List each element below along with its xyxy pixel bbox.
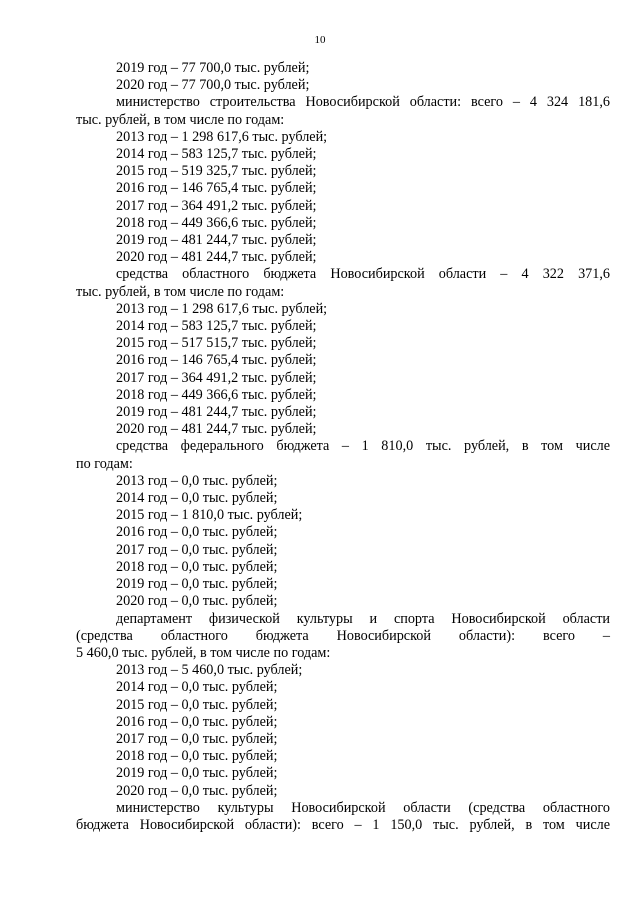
text-line: 2019 год – 481 244,7 тыс. рублей; <box>116 404 317 421</box>
text-line: 2019 год – 481 244,7 тыс. рублей; <box>116 232 317 249</box>
text-line: 2015 год – 519 325,7 тыс. рублей; <box>116 163 317 180</box>
text-line: бюджета Новосибирской области): всего – 1 150,0 тыс. рублей, в том числе <box>76 816 610 833</box>
text-line: 2017 год – 0,0 тыс. рублей; <box>116 730 278 747</box>
text-line: 2014 год – 0,0 тыс. рублей; <box>116 490 278 507</box>
text-line: 2013 год – 5 460,0 тыс. рублей; <box>116 662 303 679</box>
text-line: средства федерального бюджета – 1 810,0 тыс. рублей, в том числе <box>116 438 610 455</box>
text-line: 2017 год – 364 491,2 тыс. рублей; <box>116 197 317 214</box>
text-line: 2016 год – 0,0 тыс. рублей; <box>116 524 278 541</box>
text-line: 2019 год – 0,0 тыс. рублей; <box>116 765 278 782</box>
text-line: 2014 год – 583 125,7 тыс. рублей; <box>116 318 317 335</box>
document-body <box>76 60 610 834</box>
text-line: 2019 год – 0,0 тыс. рублей; <box>116 576 278 593</box>
text-line: 2018 год – 449 366,6 тыс. рублей; <box>116 386 317 403</box>
text-line: министерство культуры Новосибирской области (средства областного <box>116 799 610 816</box>
text-line: министерство строительства Новосибирской области: всего – 4 324 181,6 <box>116 94 610 111</box>
text-line: 2016 год – 0,0 тыс. рублей; <box>116 713 278 730</box>
text-line: средства областного бюджета Новосибирской области – 4 322 371,6 <box>116 266 610 283</box>
text-line: 2016 год – 146 765,4 тыс. рублей; <box>116 180 317 197</box>
text-line: департамент физической культуры и спорта Новосибирской области <box>116 610 610 627</box>
text-line: 2014 год – 0,0 тыс. рублей; <box>116 679 278 696</box>
text-line: 2017 год – 0,0 тыс. рублей; <box>116 541 278 558</box>
text-line: 2016 год – 146 765,4 тыс. рублей; <box>116 352 317 369</box>
text-line: 2013 год – 1 298 617,6 тыс. рублей; <box>116 300 328 317</box>
text-line: 2018 год – 0,0 тыс. рублей; <box>116 558 278 575</box>
text-line: 2020 год – 77 700,0 тыс. рублей; <box>116 77 310 94</box>
text-line: 2020 год – 0,0 тыс. рублей; <box>116 782 278 799</box>
text-line: 2015 год – 0,0 тыс. рублей; <box>116 696 278 713</box>
text-line: 5 460,0 тыс. рублей, в том числе по годам: <box>76 644 331 661</box>
text-line: 2015 год – 1 810,0 тыс. рублей; <box>116 507 303 524</box>
text-line: 2017 год – 364 491,2 тыс. рублей; <box>116 369 317 386</box>
text-line: 2020 год – 481 244,7 тыс. рублей; <box>116 249 317 266</box>
text-line: тыс. рублей, в том числе по годам: <box>76 283 285 300</box>
text-line: 2019 год – 77 700,0 тыс. рублей; <box>116 60 310 76</box>
text-line: 2015 год – 517 515,7 тыс. рублей; <box>116 335 317 352</box>
text-line: 2013 год – 0,0 тыс. рублей; <box>116 472 278 489</box>
text-line: 2018 год – 449 366,6 тыс. рублей; <box>116 214 317 231</box>
text-line: 2020 год – 481 244,7 тыс. рублей; <box>116 421 317 438</box>
text-line: (средства областного бюджета Новосибирской области): всего – <box>76 627 610 644</box>
text-line: 2013 год – 1 298 617,6 тыс. рублей; <box>116 128 328 145</box>
page-number: 10 <box>314 34 326 46</box>
text-line: 2014 год – 583 125,7 тыс. рублей; <box>116 146 317 163</box>
text-line: 2020 год – 0,0 тыс. рублей; <box>116 593 278 610</box>
text-line: по годам: <box>76 455 133 472</box>
text-line: тыс. рублей, в том числе по годам: <box>76 111 285 128</box>
text-line: 2018 год – 0,0 тыс. рублей; <box>116 748 278 765</box>
